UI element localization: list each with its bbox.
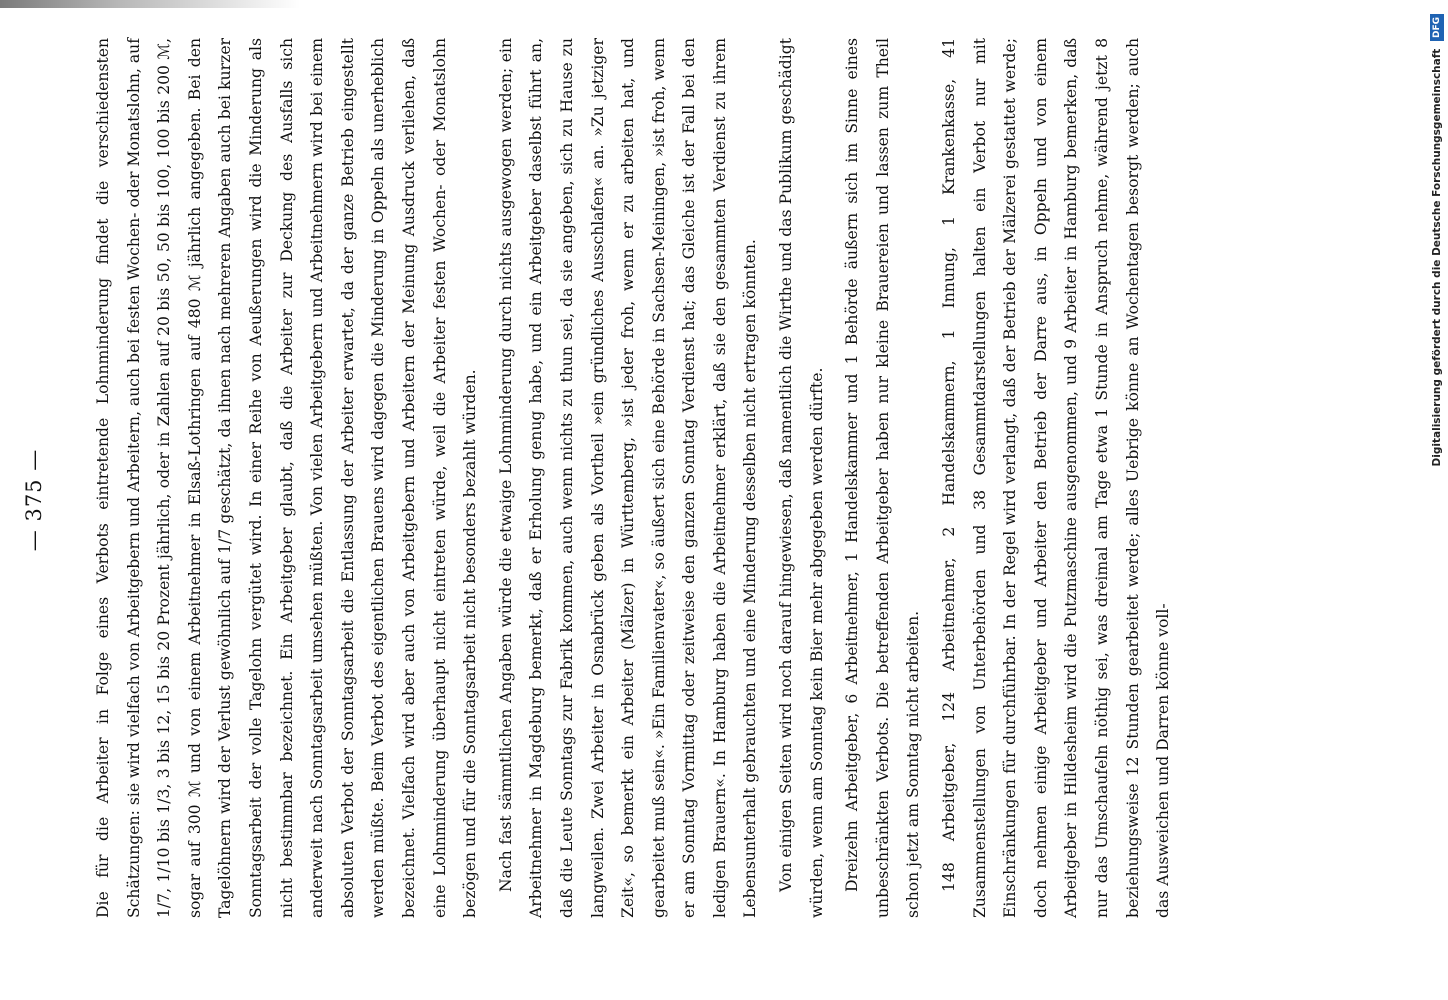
paragraph-4: Dreizehn Arbeitgeber, 6 Arbeitnehmer, 1 Handelskammer und 1 Behörde äußern sich im Sinne eines unbeschränkten Verbots. Die betreffenden Arbeitgeber haben nur kleine Brauereien und lassen zum Theil schon jetzt am Sonntag nicht arbeiten. — [843, 38, 923, 918]
paragraph-5: 148 Arbeitgeber, 124 Arbeitnehmer, 2 Handelskammern, 1 Innung, 1 Krankenkasse, 41 Zusammenstellungen von Unterbehörden und 38 Gesammtdarstellungen halten ein Verbot nur mit Einschränkungen für durchführbar. In der Regel wird verlangt, daß der Betrieb der Mälzerei gestattet werde; doch nehmen einige Arbeitgeber und Arbeiter den Betrieb der Darre aus, in Oppeln und von einem Arbeitgeber in Hildesheim wird die Putzmaschine ausgenommen, und 9 Arbeiter in Hamburg bemerken, daß nur das Umschaufeln nöthig sei, was dreimal am Tage etwa 1 Stunde in Anspruch nehme, während jetzt 8 beziehungsweise 12 Stunden gearbeitet werde; alles Uebrige könne an Wochentagen besorgt werden; auch das Ausweichen und Darren könne voll- — [940, 38, 1173, 918]
dfg-logo: DFG — [1430, 14, 1444, 41]
digitization-credit-text: Digitalisierung gefördert durch die Deutsche Forschungsgemeinschaft — [1431, 48, 1443, 467]
paragraph-1: Die für die Arbeiter in Folge eines Verbots eintretende Lohnminderung findet die verschiedensten Schätzungen: sie wird vielfach von Arbeitgebern und Arbeitern, auch bei festen Wochen- oder Monatslohn, auf 1/7, 1/10 bis 1/3, 3 bis 12, 15 bis 20 Prozent jährlich, oder in Zahlen auf 20 bis 50, 50 bis 100, 100 bis 200 ℳ, sogar auf 300 ℳ und von einem Arbeitnehmer in Elsaß-Lothringen auf 480 ℳ jährlich angegeben. Bei den Tagelöhnern wird der Verlust gewöhnlich auf 1/7 geschätzt, da ihnen nach mehreren Angaben auch bei kurzer Sonntagsarbeit der volle Tagelohn vergütet wird. In einer Reihe von Aeußerungen wird die Minderung als nicht bestimmbar bezeichnet. Ein Arbeitgeber glaubt, daß die Arbeiter zur Deckung des Ausfalls sich anderweit nach Sonntagsarbeit umsehen müßten. Von vielen Arbeitgebern und Arbeitnehmern wird bei einem absoluten Verbot der Sonntagsarbeit die Entlassung der Arbeiter erwartet, da der ganze Betrieb eingestellt werden müßte. Beim Verbot des eigentlichen Brauens wird dagegen die Minderung in Oppeln als unerheblich bezeichnet. Vielfach wird aber auch von Arbeitgebern und Arbeitern der Meinung Ausdruck verliehen, daß eine Lohnminderung überhaupt nicht eintreten würde, weil die Arbeiter festen Wochen- oder Monatslohn bezögen und für die Sonntagsarbeit nicht besonders bezahlt würden. — [94, 38, 480, 918]
page-number-header: — 375 — — [22, 448, 46, 552]
body-text — [88, 38, 1184, 918]
paragraph-3: Von einigen Seiten wird noch darauf hingewiesen, daß namentlich die Wirthe und das Publikum geschädigt würden, wenn am Sonntag kein Bier mehr abgegeben werden dürfte. — [777, 38, 826, 918]
paragraph-2: Nach fast sämmtlichen Angaben würde die etwaige Lohnminderung durch nichts ausgewogen werden; ein Arbeitnehmer in Magdeburg bemerkt, daß er Erholung genug habe, und ein Arbeitgeber daselbst führt an, daß die Leute Sonntags zur Fabrik kommen, auch wenn nichts zu thun sei, da sie angeben, sich zu Hause zu langweilen. Zwei Arbeiter in Osnabrück geben als Vortheil »ein gründliches Ausschlafen« an. »Zu jetziger Zeit«, so bemerkt ein Arbeiter (Mälzer) in Württemberg, »ist jeder froh, wenn er zu arbeiten hat, und gearbeitet muß sein«. »Ein Familienvater«, so äußert sich eine Behörde in Sachsen-Meiningen, »ist froh, wenn er am Sonntag Vormittag oder zeitweise den ganzen Sonntag Verdienst hat; das Gleiche ist der Fall bei den ledigen Brauern«. In Hamburg haben die Arbeitnehmer erklärt, daß sie den gesammten Verdienst zu ihrem Lebensunterhalt gebrauchten und eine Minderung desselben nicht ertragen könnten. — [496, 38, 760, 918]
digitization-stamp — [1420, 14, 1446, 986]
